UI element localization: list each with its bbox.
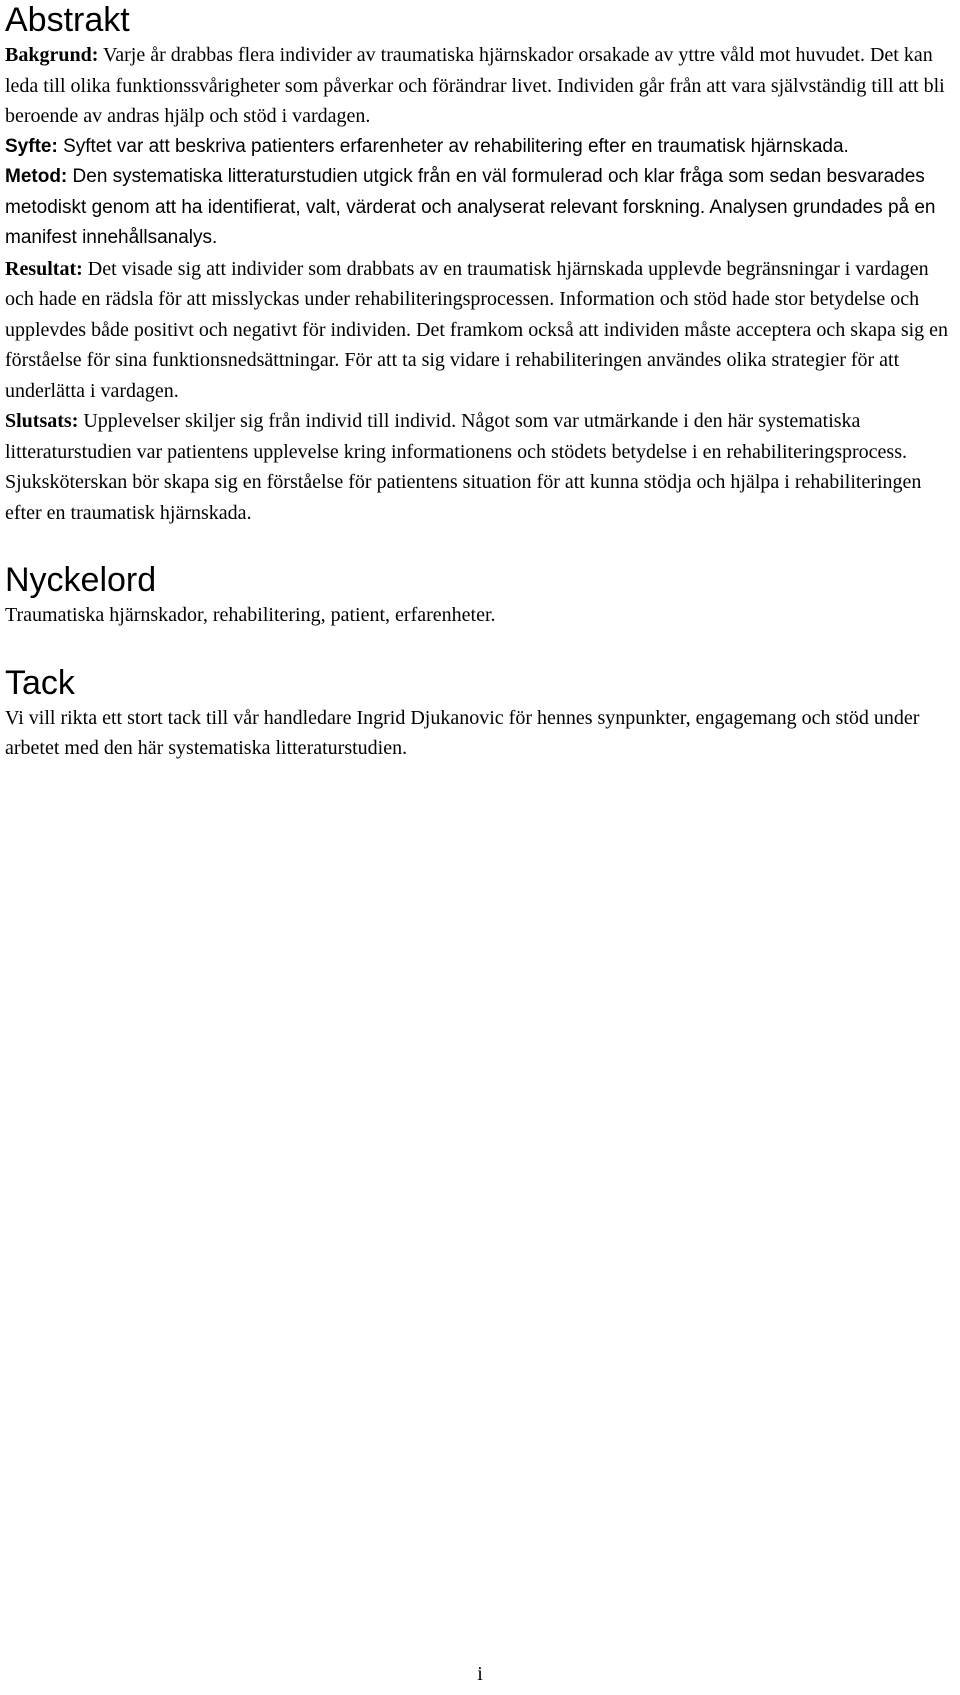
conclusion-label: Slutsats:	[5, 410, 79, 432]
results-text: Det visade sig att individer som drabbats av en traumatisk hjärnskada upplevde begränsningar i vardagen och hade en rädsla för att misslyckas under rehabiliteringsprocessen. Information och stöd hade stor betydelse och upplevdes både positivt och negativt för individen. Det framkom också att individen måste acceptera och skapa sig en förståelse för sina funktionsnedsättningar. För att ta sig vidare i rehabiliteringen användes olika strategier för att underlätta i vardagen.	[5, 257, 949, 402]
abstract-method-paragraph	[5, 162, 955, 254]
method-text: Den systematiska litteraturstudien utgick från en väl formulerad och klar fråga som sedan besvarades metodiskt genom att ha identifierat, valt, värderat och analyserat relevant forskning. Analysen grundades på en manifest innehållsanalys.	[5, 166, 936, 248]
aim-label: Syfte:	[5, 135, 58, 157]
keywords-text: Traumatiska hjärnskador, rehabilitering, patient, erfarenheter.	[5, 604, 496, 626]
aim-text: Syftet var att beskriva patienters erfarenheter av rehabilitering efter en traumatisk hjärnskada.	[57, 135, 849, 157]
abstract-heading: Abstrakt	[5, 1, 130, 39]
keywords-heading: Nyckelord	[5, 561, 157, 599]
method-label: Metod:	[5, 166, 68, 187]
abstract-results-paragraph	[5, 254, 955, 407]
conclusion-text: Upplevelser skiljer sig från individ till individ. Något som var utmärkande i den här systematiska litteraturstudien var patientens upplevelse kring informationens och stödets betydelse i en rehabiliteringsprocess. Sjuksköterskan bör skapa sig en förståelse för patientens situation för att kunna stödja och hjälpa i rehabiliteringen efter en traumatisk hjärnskada.	[5, 410, 922, 524]
abstract-background-paragraph	[5, 40, 955, 132]
background-label: Bakgrund:	[5, 44, 99, 66]
results-label: Resultat:	[5, 257, 83, 280]
document-page	[5, 0, 955, 764]
thanks-heading: Tack	[5, 663, 75, 702]
section-spacer	[5, 528, 955, 560]
section-spacer	[5, 631, 955, 663]
background-text: Varje år drabbas flera individer av traumatiska hjärnskador orsakade av yttre våld mot huvudet. Det kan leda till olika funktionssvårigheter som påverkar och förändrar livet. Individen går från att vara självständig till att bli beroende av andras hjälp och stöd i vardagen.	[5, 44, 945, 127]
thanks-text: Vi vill rikta ett stort tack till vår handledare Ingrid Djukanovic för hennes synpunkter, engagemang och stöd under arbetet med den här systematiska litteraturstudien.	[5, 706, 920, 759]
abstract-aim-paragraph	[5, 132, 955, 163]
page-number: i	[477, 1663, 483, 1685]
abstract-conclusion-paragraph	[5, 406, 955, 528]
